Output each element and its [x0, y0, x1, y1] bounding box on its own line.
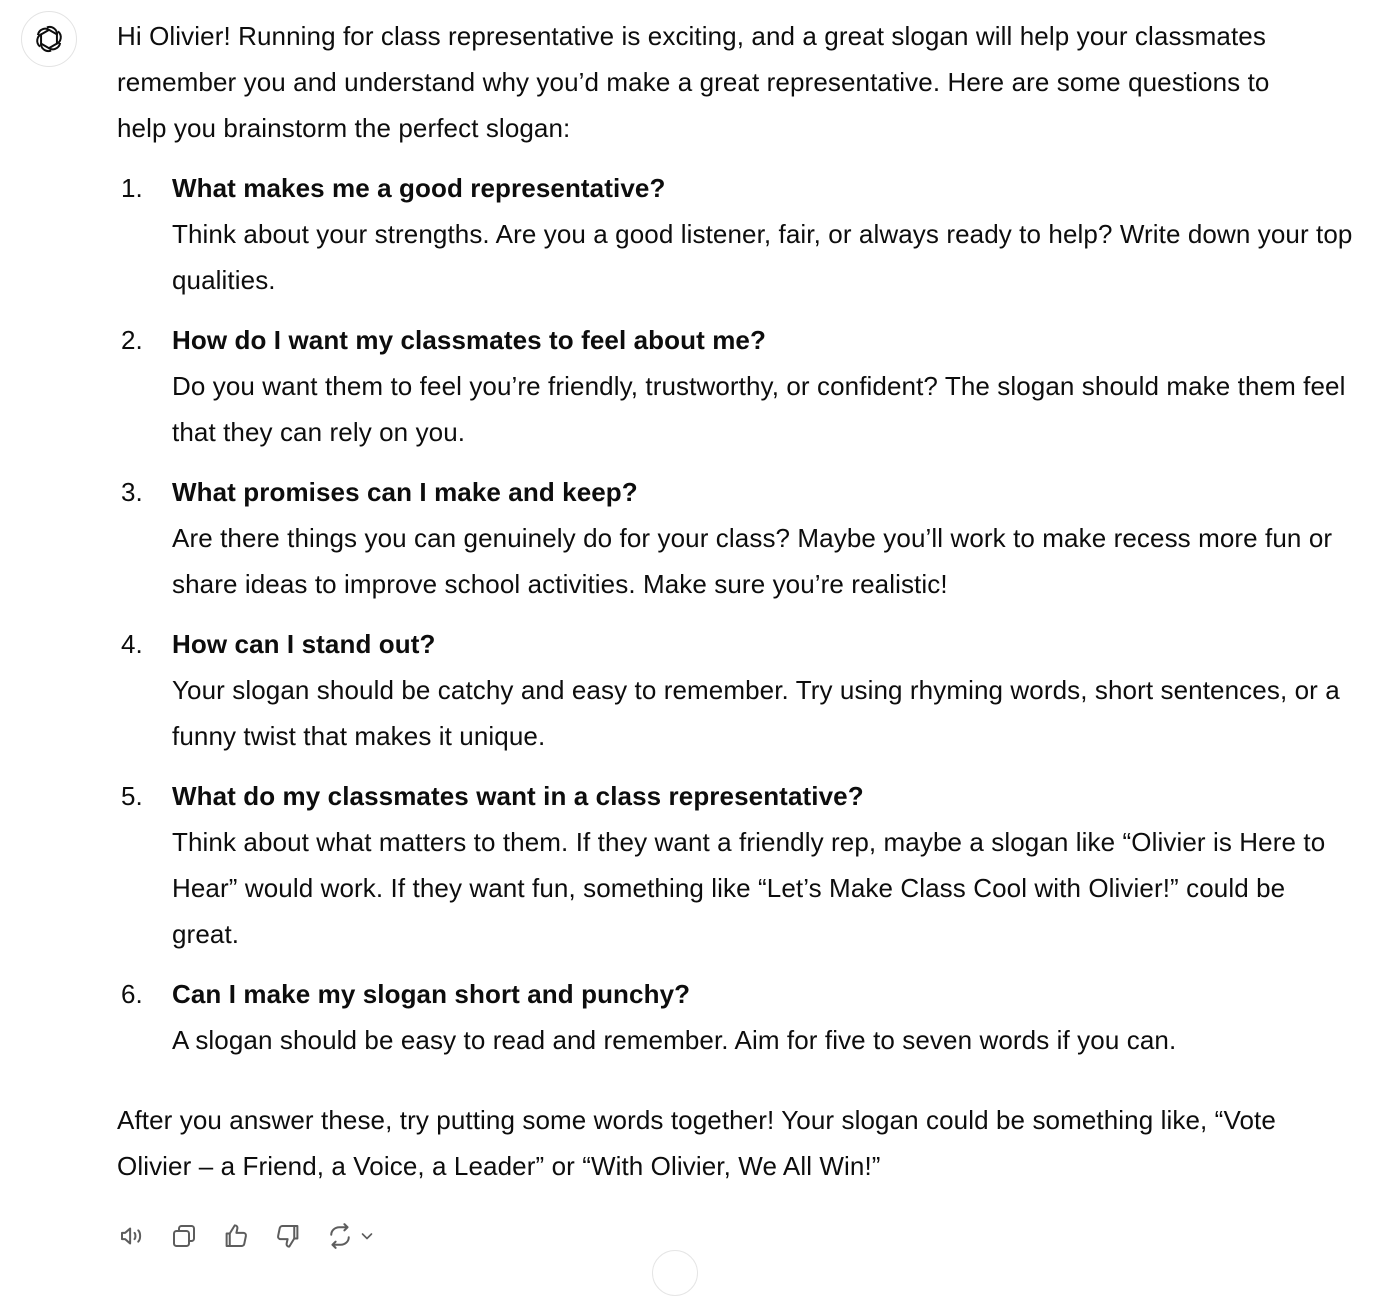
- question-body: Do you want them to feel you’re friendly, trustworthy, or confident? The slogan should make them feel that they can rely on you.: [172, 371, 1346, 447]
- question-body: Are there things you can genuinely do for your class? Maybe you’ll work to make recess more fun or share ideas to improve school activities. Make sure you’re realistic!: [172, 523, 1333, 599]
- list-item: [117, 317, 1357, 455]
- question-title: How do I want my classmates to feel about me?: [172, 325, 766, 355]
- openai-logo-icon: [32, 22, 66, 56]
- question-title: How can I stand out?: [172, 629, 436, 659]
- list-item: [117, 971, 1357, 1063]
- thumbs-down-button[interactable]: [273, 1216, 325, 1256]
- list-item-number: 6.: [121, 979, 143, 1009]
- question-title: What makes me a good representative?: [172, 173, 666, 203]
- list-item: [117, 469, 1357, 607]
- thumbs-up-icon: [221, 1221, 251, 1251]
- list-item-number: 1.: [121, 173, 143, 203]
- list-item-number: 3.: [121, 477, 143, 507]
- list-item-number: 4.: [121, 629, 143, 659]
- message-outro: After you answer these, try putting some words together! Your slogan could be something like, “Vote Olivier – a Friend, a Voice, a Leader” or “With Olivier, We All Win!”: [117, 1105, 1276, 1181]
- regenerate-icon: [325, 1221, 355, 1251]
- question-title: What promises can I make and keep?: [172, 477, 638, 507]
- regenerate-button[interactable]: [325, 1216, 377, 1256]
- question-body: Think about what matters to them. If they want a friendly rep, maybe a slogan like “Olivier is Here to Hear” would work. If they want fun, something like “Let’s Make Class Cool with Olivier!” could be great.: [172, 827, 1326, 949]
- list-item-number: 5.: [121, 781, 143, 811]
- thumbs-down-icon: [273, 1221, 303, 1251]
- list-item: [117, 165, 1357, 303]
- assistant-avatar: [21, 11, 77, 67]
- list-item: [117, 773, 1357, 957]
- copy-icon: [169, 1221, 199, 1251]
- message-actions: [117, 1216, 377, 1256]
- question-body: A slogan should be easy to read and remember. Aim for five to seven words if you can.: [172, 1025, 1177, 1055]
- question-list: [117, 165, 1357, 1063]
- message-intro: Hi Olivier! Running for class representative is exciting, and a great slogan will help your classmates remember you and understand why you’d make a great representative. Here are some questions to help you brainstorm the perfect slogan:: [117, 21, 1270, 143]
- question-title: Can I make my slogan short and punchy?: [172, 979, 691, 1009]
- list-item: [117, 621, 1357, 759]
- scroll-to-bottom-button[interactable]: [652, 1250, 698, 1296]
- speaker-icon: [117, 1221, 147, 1251]
- read-aloud-button[interactable]: [117, 1216, 169, 1256]
- chevron-down-icon: [359, 1228, 375, 1244]
- thumbs-up-button[interactable]: [221, 1216, 273, 1256]
- assistant-message: [117, 13, 1357, 1189]
- copy-button[interactable]: [169, 1216, 221, 1256]
- question-body: Your slogan should be catchy and easy to remember. Try using rhyming words, short sentences, or a funny twist that makes it unique.: [172, 675, 1340, 751]
- question-body: Think about your strengths. Are you a good listener, fair, or always ready to help? Write down your top qualities.: [172, 219, 1353, 295]
- question-title: What do my classmates want in a class representative?: [172, 781, 864, 811]
- list-item-number: 2.: [121, 325, 143, 355]
